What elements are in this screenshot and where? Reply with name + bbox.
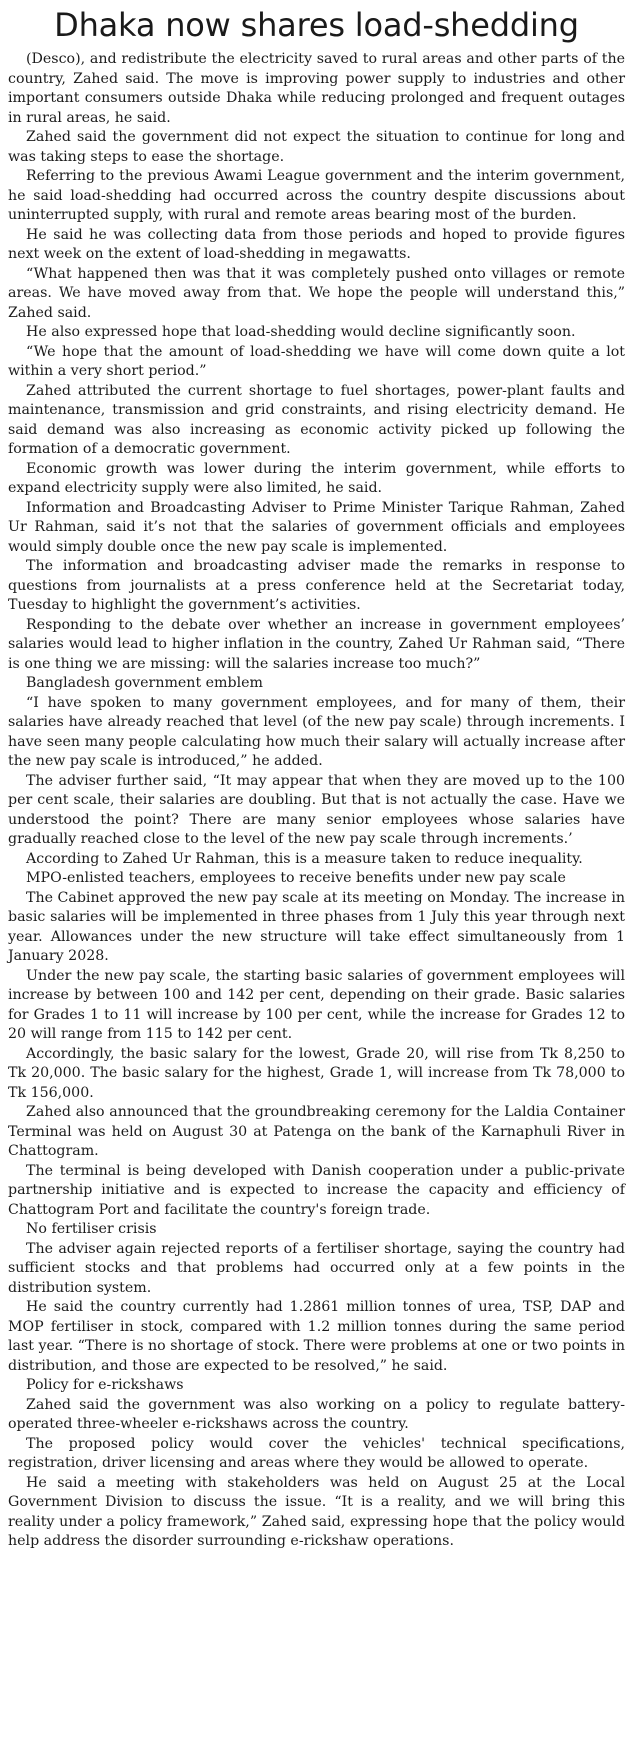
related-link-text: MPO-enlisted teachers, employees to receive benefits under new pay scale (26, 870, 566, 886)
article-paragraph: “We hope that the amount of load-shedding we have will come down quite a lot within a very short period.” (8, 343, 625, 379)
article-paragraph: Economic growth was lower during the interim government, while efforts to expand electricity supply were also limited, he said. (8, 460, 625, 496)
article-paragraph: Information and Broadcasting Adviser to Prime Minister Tarique Rahman, Zahed Ur Rahman, said it’s not that the salaries of government officials and employees would simply double once the new pay scale is implemented. (8, 499, 625, 555)
article-paragraph: Accordingly, the basic salary for the lowest, Grade 20, will rise from Tk 8,250 to Tk 20,000. The basic salary for the highest, Grade 1, will increase from Tk 78,000 to Tk 156,000. (8, 1045, 625, 1101)
article-paragraph: The terminal is being developed with Danish cooperation under a public-private partnership initiative and is expected to increase the capacity and efficiency of Chattogram Port and facilitate the country's foreign trade. (8, 1162, 625, 1218)
article-paragraph: Zahed said the government did not expect the situation to continue for long and was taking steps to ease the shortage. (8, 129, 625, 165)
article-paragraph: The Cabinet approved the new pay scale at its meeting on Monday. The increase in basic salaries will be implemented in three phases from 1 July this year through next year. Allowances under the new structure will take effect simultaneously from 1 January 2028. (8, 889, 625, 964)
article-paragraph: He said the country currently had 1.2861 million tonnes of urea, TSP, DAP and MOP fertiliser in stock, compared with 1.2 million tonnes during the same period last year. “There is no shortage of stock. There were problems at one or two points in distribution, and those are expected to be resolved,” he said. (8, 1299, 625, 1374)
article-paragraph: Zahed attributed the current shortage to fuel shortages, power-plant faults and maintenance, transmission and grid constraints, and rising electricity demand. He said demand was also increasing as economic activity picked up following the formation of a democratic government. (8, 382, 625, 457)
subheading: No fertiliser crisis (26, 1221, 157, 1237)
article-headline: Dhaka now shares load-shedding (54, 6, 579, 44)
article-paragraph: Zahed said the government was also working on a policy to regulate battery-operated three-wheeler e-rickshaws across the country. (8, 1396, 625, 1432)
article-paragraph: Under the new pay scale, the starting basic salaries of government employees will increase by between 100 and 142 per cent, depending on their grade. Basic salaries for Grades 1 to 11 will increase by 100 per cent, while the increase for Grades 12 to 20 will range from 115 to 142 per cent. (8, 967, 625, 1042)
article-paragraph: He said a meeting with stakeholders was held on August 25 at the Local Government Division to discuss the issue. “It is a reality, and we will bring this reality under a policy framework,” Zahed said, expressing hope that the policy would help address the disorder surrounding e-rickshaw operations. (8, 1474, 625, 1549)
article-paragraph: The adviser further said, “It may appear that when they are moved up to the 100 per cent scale, their salaries are doubling. But that is not actually the case. Have we understood the point? There are many senior employees whose salaries have gradually reached close to the level of the new pay scale through increments.’ (8, 772, 625, 847)
article-paragraph: He also expressed hope that load-shedding would decline significantly soon. (26, 324, 576, 340)
article-paragraph: He said he was collecting data from those periods and hoped to provide figures next week on the extent of load-shedding in megawatts. (8, 226, 625, 262)
article-paragraph: Referring to the previous Awami League government and the interim government, he said load-shedding had occurred across the country despite discussions about uninterrupted supply, with rural and remote areas bearing most of the burden. (8, 168, 625, 223)
article-paragraph: The adviser again rejected reports of a fertiliser shortage, saying the country had sufficient stocks and that problems had occurred only at a few points in the distribution system. (8, 1240, 625, 1296)
article-paragraph: “What happened then was that it was completely pushed onto villages or remote areas. We have moved away from that. We hope the people will understand this,” Zahed said. (8, 265, 625, 321)
article-paragraph: Zahed also announced that the groundbreaking ceremony for the Laldia Container Terminal was held on August 30 at Patenga on the bank of the Karnaphuli River in Chattogram. (8, 1104, 625, 1159)
article-paragraph: The information and broadcasting adviser made the remarks in response to questions from journalists at a press conference held at the Secretariat today, Tuesday to highlight the government’s activities. (8, 558, 625, 613)
subheading: Policy for e-rickshaws (26, 1377, 184, 1393)
article-paragraph: Responding to the debate over whether an increase in government employees’ salaries would lead to higher inflation in the country, Zahed Ur Rahman said, “There is one thing we are missing: will the salaries increase too much?” (8, 616, 625, 672)
article-paragraph: According to Zahed Ur Rahman, this is a measure taken to reduce inequality. (26, 850, 583, 867)
article-paragraph: “I have spoken to many government employees, and for many of them, their salaries have already reached that level (of the new pay scale) through increments. I have seen many people calculating how much their salary will actually increase after the new pay scale is introduced,” he added. (8, 694, 625, 769)
article-paragraph: (Desco), and redistribute the electricity saved to rural areas and other parts of the country, Zahed said. The move is improving power supply to industries and other important consumers outside Dhaka while reducing prolonged and frequent outages in rural areas, he said. (8, 51, 625, 126)
article-paragraph: The proposed policy would cover the vehicles' technical specifications, registration, driver licensing and areas where they would be allowed to operate. (8, 1435, 625, 1471)
article-body (8, 50, 625, 1552)
image-caption: Bangladesh government emblem (26, 675, 263, 691)
